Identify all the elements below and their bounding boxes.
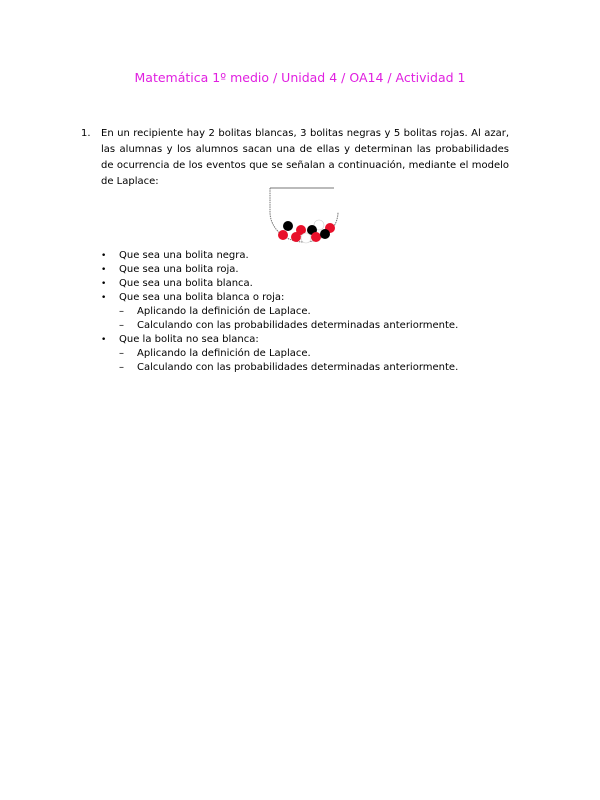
sub-list-item-label: Aplicando la definición de Laplace.: [137, 306, 311, 317]
bullet-icon: •: [101, 251, 107, 261]
sub-list-item: [99, 305, 519, 319]
dash-icon: –: [119, 306, 124, 317]
bullet-icon: •: [101, 265, 107, 275]
dash-icon: –: [119, 320, 124, 331]
sub-list-item: [99, 361, 519, 375]
question-number: 1.: [81, 128, 91, 139]
container-with-balls-image: [268, 186, 340, 244]
list-item: [99, 249, 519, 263]
list-item-label: Que la bolita no sea blanca:: [119, 334, 259, 345]
page-title: Matemática 1º medio / Unidad 4 / OA14 / Actividad 1: [134, 70, 466, 85]
bullet-icon: •: [101, 335, 107, 345]
dash-icon: –: [119, 348, 124, 359]
list-item: [99, 333, 519, 347]
list-item-label: Que sea una bolita blanca.: [119, 278, 253, 289]
list-item: [99, 263, 519, 277]
list-item-label: Que sea una bolita roja.: [119, 264, 239, 275]
sub-list-item-label: Aplicando la definición de Laplace.: [137, 348, 311, 359]
list-item: [99, 291, 519, 305]
sub-list-item-label: Calculando con las probabilidades determinadas anteriormente.: [137, 362, 459, 373]
bowl-icon: [268, 186, 340, 244]
event-list: [99, 249, 519, 375]
list-item-label: Que sea una bolita negra.: [119, 250, 249, 261]
sub-list-item: [99, 319, 519, 333]
list-item: [99, 277, 519, 291]
sub-list-item: [99, 347, 519, 361]
question-text: En un recipiente hay 2 bolitas blancas, 3 bolitas negras y 5 bolitas rojas. Al azar, las alumnas y los alumnos sacan una de ellas y determinan las probabilidades de ocurrencia de los eventos que se señalan a continuación, mediante el modelo de Laplace:: [101, 128, 509, 187]
bullet-icon: •: [101, 279, 107, 289]
list-item-label: Que sea una bolita blanca o roja:: [119, 292, 285, 303]
bullet-icon: •: [101, 293, 107, 303]
dash-icon: –: [119, 362, 124, 373]
sub-list-item-label: Calculando con las probabilidades determinadas anteriormente.: [137, 320, 459, 331]
